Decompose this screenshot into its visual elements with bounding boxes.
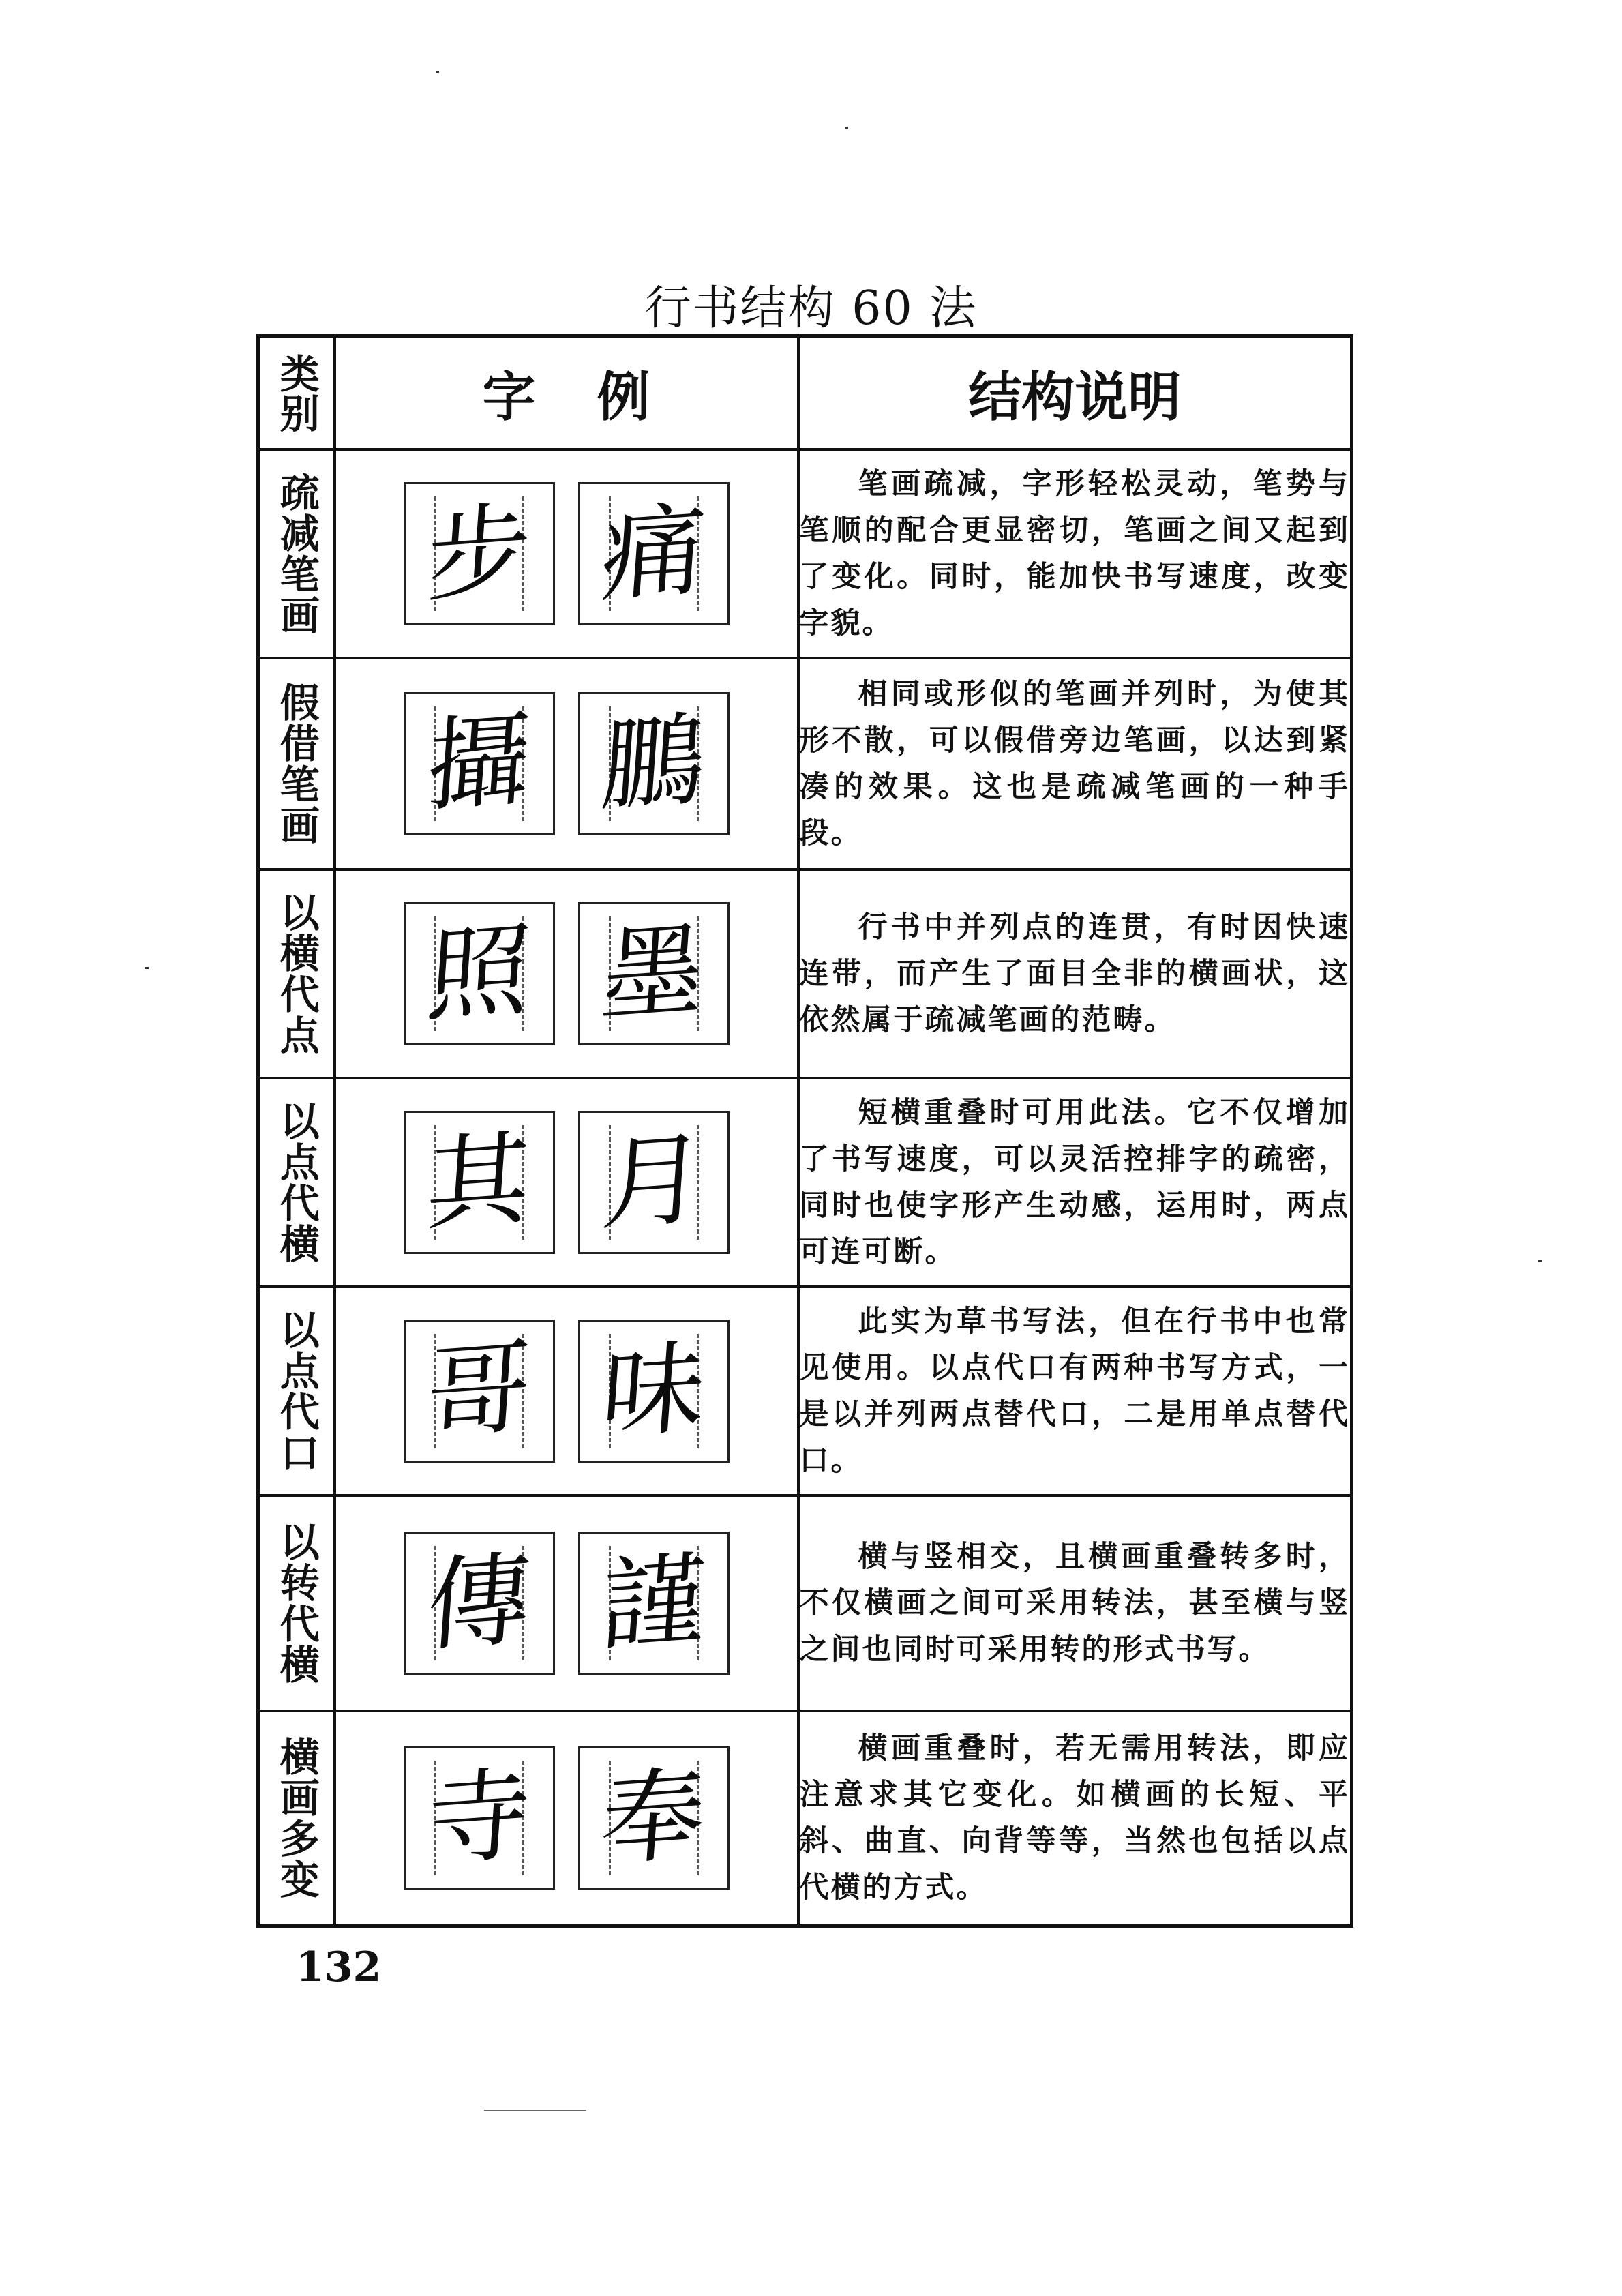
example-char: 寺: [423, 1755, 535, 1881]
example-char: 謹: [597, 1540, 710, 1666]
table-row: [258, 1287, 1352, 1495]
description-cell: 笔画疏减，字形轻松灵动，笔势与笔顺的配合更显密切，笔画之间又起到了变化。同时，能加快书写速度，改变字貌。: [798, 449, 1352, 658]
category-cell: 疏减笔画: [258, 449, 335, 658]
category-cell: 以转代横: [258, 1495, 335, 1711]
scan-speck: [484, 2110, 586, 2111]
category-cell: 以横代点: [258, 869, 335, 1078]
examples-cell: [335, 1711, 798, 1926]
example-char-box: [578, 1746, 730, 1890]
example-char: 月: [597, 1119, 710, 1245]
table-row: [258, 1711, 1352, 1926]
structure-table: [256, 334, 1353, 1928]
example-char-box: [404, 1111, 555, 1254]
example-char-box: [578, 1320, 730, 1463]
category-cell: 以点代横: [258, 1078, 335, 1287]
example-char-box: [578, 1111, 730, 1254]
category-cell: 以点代口: [258, 1287, 335, 1495]
example-char: 墨: [597, 910, 710, 1037]
description-cell: 横与竖相交，且横画重叠转多时，不仅横画之间可采用转法，甚至横与竖之间也同时可采用转的形式书写。: [798, 1495, 1352, 1711]
example-char: 味: [597, 1328, 710, 1454]
example-char: 奉: [597, 1755, 710, 1881]
header-category: 类别: [258, 336, 335, 449]
example-char-box: [578, 902, 730, 1045]
example-char-box: [404, 1746, 555, 1890]
example-char-box: [404, 1532, 555, 1675]
description-cell: 横画重叠时，若无需用转法，即应注意求其它变化。如横画的长短、平斜、曲直、向背等等，当然也包括以点代横的方式。: [798, 1711, 1352, 1926]
description-cell: 短横重叠时可用此法。它不仅增加了书写速度，可以灵活控排字的疏密，同时也使字形产生动感，运用时，两点可连可断。: [798, 1078, 1352, 1287]
example-char-box: [404, 1320, 555, 1463]
table-row: [258, 1495, 1352, 1711]
page-title: 行书结构 60 法: [644, 282, 978, 336]
example-char: 照: [423, 910, 535, 1037]
description-cell: 相同或形似的笔画并列时，为使其形不散，可以假借旁边笔画，以达到紧凑的效果。这也是疏减笔画的一种手段。: [798, 658, 1352, 869]
scan-speck: [145, 967, 149, 969]
example-char: 痛: [597, 490, 710, 616]
example-char-box: [404, 482, 555, 625]
example-char-box: [404, 902, 555, 1045]
examples-cell: [335, 869, 798, 1078]
example-char: 傳: [423, 1540, 535, 1666]
example-char-box: [578, 1532, 730, 1675]
description-cell: 此实为草书写法，但在行书中也常见使用。以点代口有两种书写方式，一是以并列两点替代口，二是用单点替代口。: [798, 1287, 1352, 1495]
table-row: [258, 869, 1352, 1078]
scan-speck: [436, 71, 439, 73]
examples-cell: [335, 658, 798, 869]
table-row: [258, 658, 1352, 869]
examples-cell: [335, 449, 798, 658]
scan-speck: [1538, 1260, 1542, 1262]
category-cell: 横画多变: [258, 1711, 335, 1926]
page-number: 132: [296, 1943, 382, 1991]
example-char: 其: [423, 1119, 535, 1245]
example-char: 哥: [423, 1328, 535, 1454]
example-char: 鵬: [597, 700, 710, 826]
examples-cell: [335, 1495, 798, 1711]
example-char-box: [578, 482, 730, 625]
table-row: [258, 449, 1352, 658]
header-description: 结构说明: [798, 336, 1352, 449]
header-row: [258, 336, 1352, 449]
examples-cell: [335, 1078, 798, 1287]
example-char: 攝: [423, 700, 535, 826]
table-row: [258, 1078, 1352, 1287]
description-cell: 行书中并列点的连贯，有时因快速连带，而产生了面目全非的横画状，这依然属于疏减笔画的范畴。: [798, 869, 1352, 1078]
example-char-box: [404, 692, 555, 835]
category-cell: 假借笔画: [258, 658, 335, 869]
header-examples: 字例: [335, 336, 798, 449]
examples-cell: [335, 1287, 798, 1495]
scan-speck: [845, 127, 848, 129]
example-char: 步: [423, 490, 535, 616]
example-char-box: [578, 692, 730, 835]
